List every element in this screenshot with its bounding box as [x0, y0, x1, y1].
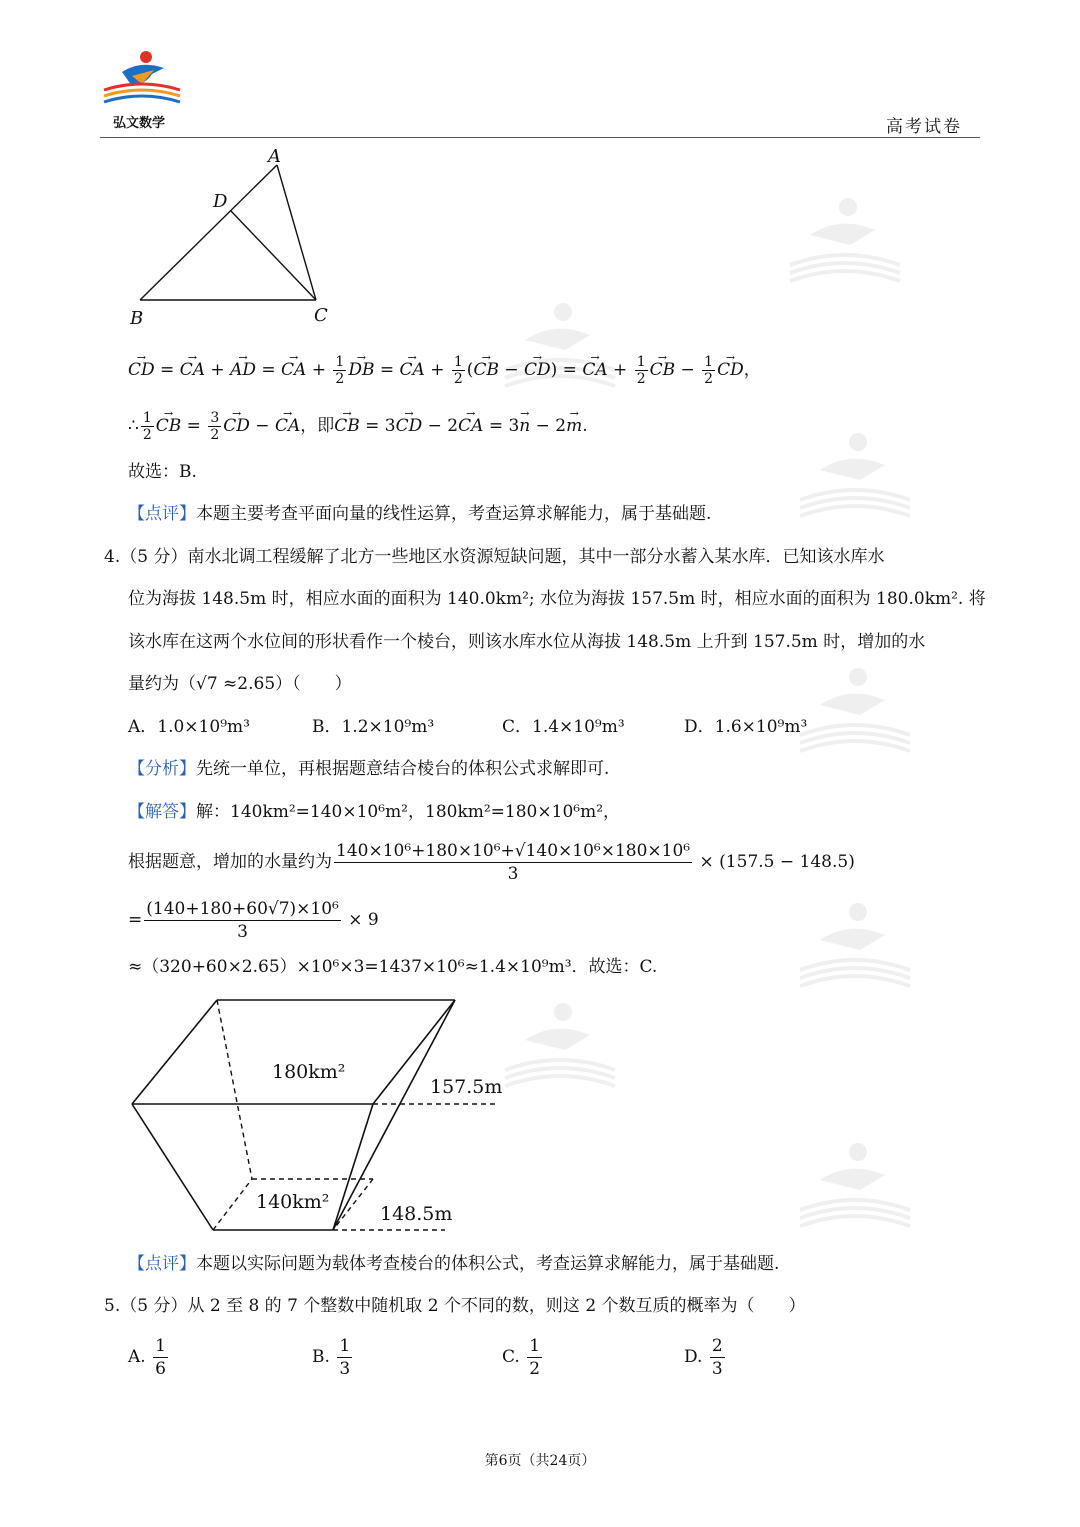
watermark-logo-5: [790, 1140, 920, 1230]
q4-step-2: [128, 898, 379, 943]
comment-text: 本题主要考查平面向量的线性运算，考查运算求解能力，属于基础题.: [196, 504, 712, 524]
q4-stem-line-2: 位为海拔 148.5m 时，相应水面的面积为 140.0km²; 水位为海拔 157.5m 时，相应水面的面积为 180.0km². 将: [128, 589, 986, 609]
q4-option-c: C．1.4×10⁹m³: [502, 717, 625, 737]
q5-option-a: [128, 1335, 170, 1380]
step1-denominator: 3: [507, 864, 519, 884]
comment-text: 本题以实际问题为载体考查棱台的体积公式，考查运算求解能力，属于基础题.: [196, 1254, 780, 1274]
numerator: 1: [155, 1336, 166, 1356]
watermark-logo-1: [780, 195, 910, 285]
watermark-logo-6: [495, 1000, 625, 1090]
q4-stem-line-1: 4.（5 分）南水北调工程缓解了北方一些地区水资源短缺问题，其中一部分水蓄入某水库．已知该水库水: [104, 547, 885, 567]
q4-analysis: [128, 757, 609, 781]
denominator: 3: [339, 1359, 351, 1379]
denominator: 3: [711, 1359, 723, 1379]
step2-fraction: [144, 898, 341, 943]
option-fraction: [153, 1335, 168, 1380]
frustum-top-level-label: 157.5m: [430, 1076, 503, 1098]
answer-text: 解：140km²=140×10⁶m²，180km²=180×10⁶m²，: [196, 802, 621, 822]
q4-stem-line-3: 该水库在这两个水位间的形状看作一个棱台，则该水库水位从海拔 148.5m 上升到 157.5m 时，增加的水: [128, 632, 926, 652]
q5-option-d: [684, 1335, 727, 1380]
step1-fraction: [334, 840, 692, 885]
numerator: 1: [339, 1336, 351, 1356]
vector-equation-2: ∴ $\frac{1}{2}$ → CB = $\frac{3}{2}$ → CD − → CA，即→ CB = 3→ CD − 2→ CA = 3→ n − 2→ m.: [128, 410, 588, 443]
vertex-label-d: D: [213, 191, 228, 212]
option-letter: B.: [312, 1347, 330, 1367]
document-type: 高考试卷: [886, 117, 962, 137]
vertex-label-a: A: [268, 146, 281, 167]
step1-prefix: 根据题意，增加的水量约为: [128, 852, 332, 872]
q4-comment: [128, 1252, 779, 1276]
comment-tag: 【点评】: [128, 504, 196, 524]
q5-option-c: [502, 1335, 544, 1380]
denominator: 6: [155, 1359, 166, 1379]
q4-step-1: [128, 840, 855, 885]
q5-option-b: [312, 1335, 354, 1380]
header-rule: [100, 137, 980, 138]
q4-stem-line-4: 量约为（√7 ≈2.65）（ ）: [128, 674, 352, 694]
q4-option-b: B．1.2×10⁹m³: [312, 717, 435, 737]
step1-suffix: × (157.5 − 148.5): [699, 852, 855, 872]
step1-numerator: 140×10⁶+180×10⁶+√140×10⁶×180×10⁶: [336, 841, 691, 861]
option-letter: A.: [128, 1347, 146, 1367]
vertex-label-c: C: [314, 305, 328, 326]
answer-tag: 【解答】: [128, 802, 196, 822]
analysis-tag: 【分析】: [128, 759, 196, 779]
step2-denominator: 3: [237, 922, 248, 942]
watermark-logo-2: [790, 430, 920, 520]
numerator: 2: [711, 1336, 723, 1356]
q4-option-a: A．1.0×10⁹m³: [128, 717, 250, 737]
watermark-logo-3: [790, 665, 920, 755]
q3-comment: [128, 502, 711, 526]
numerator: 1: [529, 1336, 541, 1356]
frustum-top-area-label: 180km²: [272, 1061, 346, 1083]
step2-equals: =: [128, 910, 143, 930]
watermark-logo-4: [790, 900, 920, 990]
vertex-label-b: B: [130, 308, 144, 329]
brand-logo-icon: [102, 50, 182, 110]
option-letter: D.: [684, 1347, 703, 1367]
option-fraction: [710, 1335, 725, 1380]
analysis-text: 先统一单位，再根据题意结合棱台的体积公式求解即可.: [196, 759, 610, 779]
q4-step-3: ≈（320+60×2.65）×10⁶×3=1437×10⁶≈1.4×10⁹m³．故选：C.: [128, 957, 658, 977]
page-number: 第6页（共24页）: [484, 1453, 596, 1469]
option-fraction: [337, 1335, 352, 1380]
frustum-bottom-area-label: 140km²: [256, 1191, 330, 1213]
q4-option-d: D．1.6×10⁹m³: [684, 717, 808, 737]
comment-tag: 【点评】: [128, 1254, 196, 1274]
step2-numerator: (140+180+60√7)×10⁶: [146, 899, 339, 919]
q5-stem: 5.（5 分）从 2 至 8 的 7 个整数中随机取 2 个不同的数，则这 2 个数互质的概率为（ ）: [104, 1296, 806, 1316]
option-fraction: [527, 1335, 542, 1380]
vector-equation-1: → CD = → CA + → AD = → CA + $\frac{1}{2}$ → DB = → CA + $\frac{1}{2}$ (→ CB − → CD) = → CA + $\frac{1}{2}$ → CB − $\frac{1}{2}$ → CD，: [128, 354, 761, 387]
q4-answer: [128, 800, 620, 824]
option-letter: C.: [502, 1347, 520, 1367]
step2-suffix: × 9: [348, 910, 379, 930]
q3-final-answer: 故选：B.: [128, 462, 197, 482]
denominator: 2: [529, 1359, 541, 1379]
frustum-bottom-level-label: 148.5m: [380, 1203, 453, 1225]
brand-name: 弘文数学: [113, 116, 166, 131]
